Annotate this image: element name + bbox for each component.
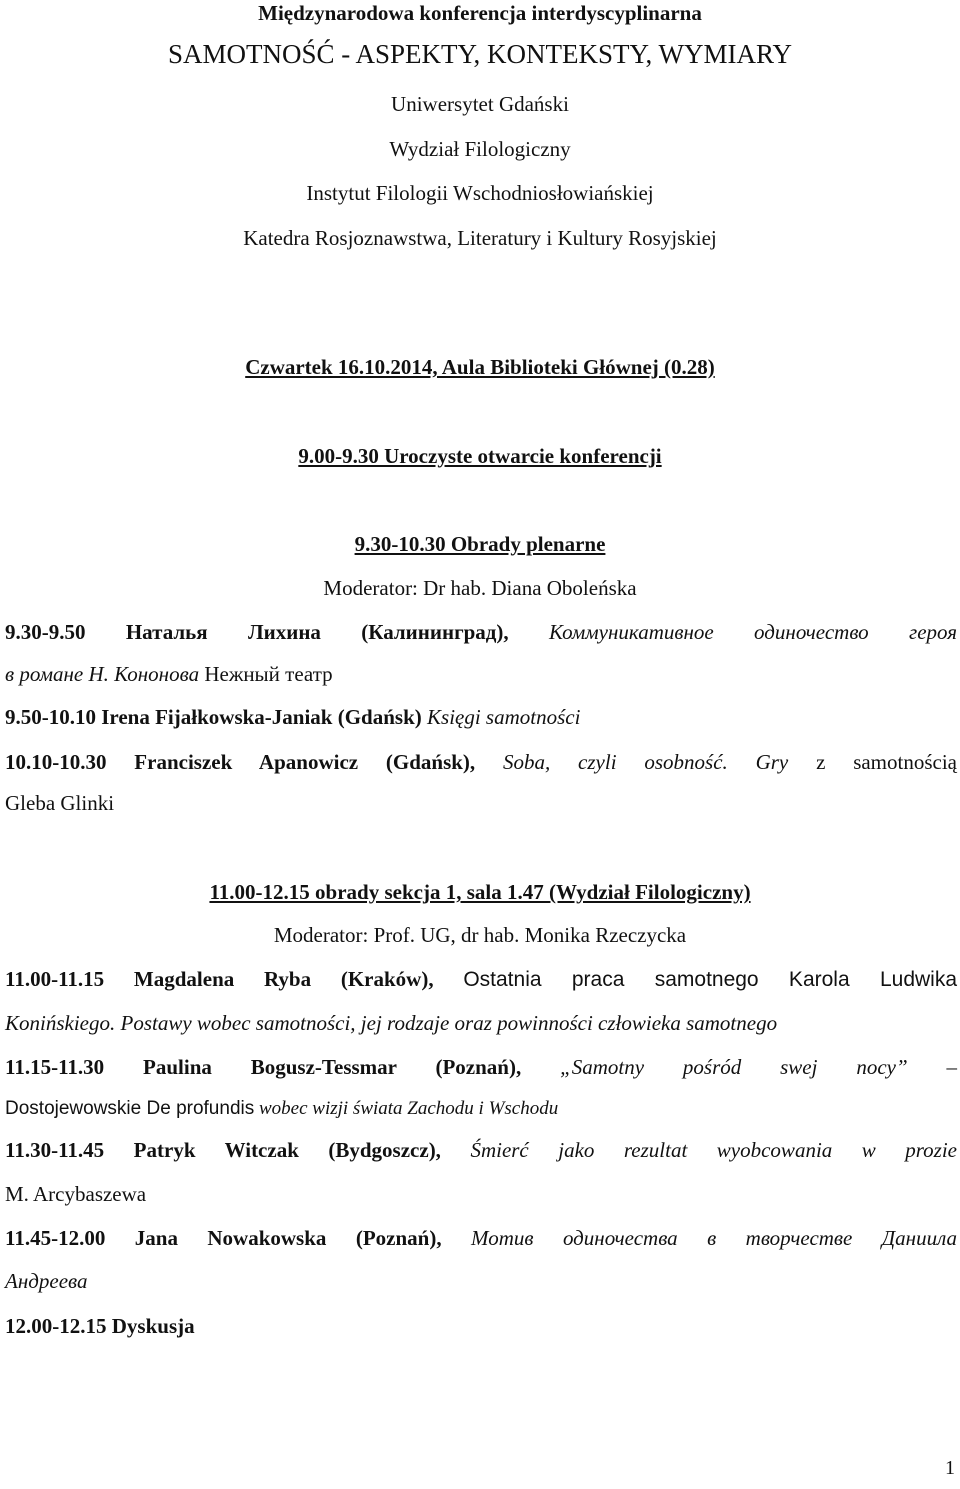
section1-talk-1-line-1 xyxy=(5,966,957,993)
section1-talk-3-line-1 xyxy=(5,1137,957,1163)
plenary-heading: 9.30-10.30 Obrady plenarne xyxy=(354,532,606,556)
section1-talk-2-title: „Samotny pośród swej nocy” – xyxy=(560,1055,957,1079)
page-number: 1 xyxy=(945,1457,955,1479)
plenary-moderator: Moderator: Dr hab. Diana Oboleńska xyxy=(323,576,637,600)
plenary-talk-1-line-1 xyxy=(5,619,957,645)
plenary-talk-3-title: Soba, czyli osobność. xyxy=(503,750,728,774)
plenary-talk-1-line-2 xyxy=(5,661,333,687)
plenary-talk-1-title: Коммуникативное одиночество героя xyxy=(549,620,957,644)
section1-talk-2-line-2 xyxy=(5,1096,558,1122)
plenary-talk-3-line-1 xyxy=(5,749,957,775)
day-heading: Czwartek 16.10.2014, Aula Biblioteki Głównej (0.28) xyxy=(245,355,715,379)
plenary-talk-3-title-plain: z samotnością xyxy=(816,750,958,774)
section1-talk-3-title: Śmierć jako rezultat wyobcowania w prozie xyxy=(470,1138,957,1162)
section1-talk-4-speaker: 11.45-12.00 Jana Nowakowska (Poznań), xyxy=(5,1226,442,1250)
conference-type: Międzynarodowa konferencja interdyscyplinarna xyxy=(258,1,702,25)
institute: Instytut Filologii Wschodniosłowiańskiej xyxy=(306,181,654,205)
plenary-talk-1-speaker: 9.30-9.50 Наталья Лихина (Калининград), xyxy=(5,620,509,644)
section1-talk-2-line-1 xyxy=(5,1054,957,1080)
section1-talk-2-title-plain: Dostojewowskie De profundis xyxy=(5,1098,255,1119)
plenary-talk-3-speaker: 10.10-10.30 Franciszek Apanowicz (Gdańsk), xyxy=(5,750,476,774)
section1-talk-4-line-2: Андреева xyxy=(5,1269,88,1293)
section1-talk-3-line-2: M. Arcybaszewa xyxy=(5,1182,147,1206)
discussion: 12.00-12.15 Dyskusja xyxy=(5,1314,195,1338)
section1-talk-2-title-italic: wobec wizji świata Zachodu i Wschodu xyxy=(258,1098,559,1119)
plenary-talk-3-title-tail: Gry xyxy=(755,750,789,774)
section1-talk-3-speaker: 11.30-11.45 Patryk Witczak (Bydgoszcz), xyxy=(5,1138,441,1162)
opening-session: 9.00-9.30 Uroczyste otwarcie konferencji xyxy=(298,444,662,468)
plenary-talk-2-title: Księgi samotności xyxy=(427,705,581,729)
section1-talk-4-title: Мотив одиночества в творчестве Даниила xyxy=(471,1226,957,1250)
plenary-talk-1-title-cont-plain: Нежный театр xyxy=(204,662,333,686)
section1-moderator: Moderator: Prof. UG, dr hab. Monika Rzeczycka xyxy=(273,923,687,947)
plenary-talk-2-speaker: 9.50-10.10 Irena Fijałkowska-Janiak (Gdańsk) xyxy=(5,705,422,729)
section1-talk-2-speaker: 11.15-11.30 Paulina Bogusz-Tessmar (Poznań), xyxy=(5,1055,522,1079)
university: Uniwersytet Gdański xyxy=(391,92,569,116)
conference-title: SAMOTNOŚĆ - ASPEKTY, KONTEKSTY, WYMIARY xyxy=(167,39,793,69)
section1-talk-1-line-2 xyxy=(5,1010,777,1036)
department: Katedra Rosjoznawstwa, Literatury i Kultury Rosyjskiej xyxy=(243,226,717,250)
plenary-talk-3-line-2: Gleba Glinki xyxy=(5,791,115,815)
section1-talk-1-title: Ostatnia praca samotnego Karola Ludwika xyxy=(463,968,958,991)
section1-heading: 11.00-12.15 obrady sekcja 1, sala 1.47 (Wydział Filologiczny) xyxy=(209,880,751,904)
section1-talk-1-speaker: 11.00-11.15 Magdalena Ryba (Kraków), xyxy=(5,967,434,991)
section1-talk-1-title-cont: Konińskiego. xyxy=(5,1011,116,1035)
plenary-talk-2 xyxy=(5,704,580,730)
faculty: Wydział Filologiczny xyxy=(389,137,571,161)
section1-talk-4-line-1 xyxy=(5,1225,957,1251)
plenary-talk-1-title-cont: в романе Н. Кононова xyxy=(5,662,200,686)
section1-talk-1-subtitle: Postawy wobec samotności, jej rodzaje oraz powinności człowieka samotnego xyxy=(120,1011,778,1035)
